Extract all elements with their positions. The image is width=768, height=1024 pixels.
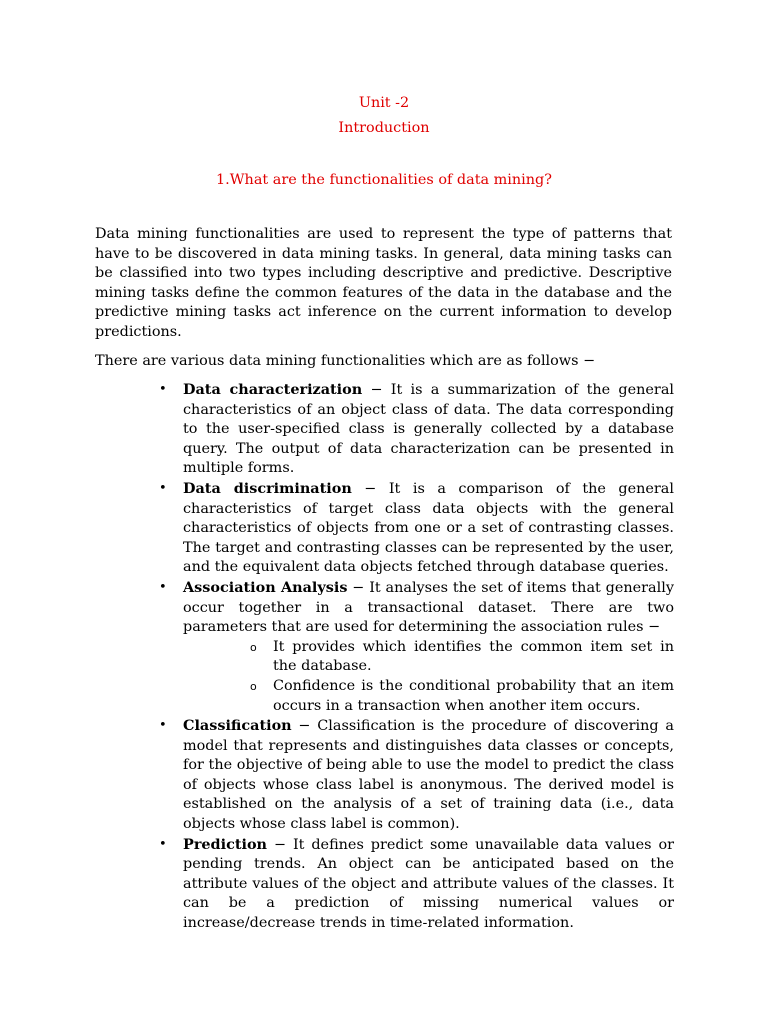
functionalities-list <box>183 380 674 934</box>
list-item <box>183 479 674 578</box>
intro-paragraph: Data mining functionalities are used to represent the type of patterns that have to be discovered in data mining tasks. In general, data mining tasks can be classified into two types including descriptive and predictive. Descriptive mining tasks define the common features of the data in the database and the predictive mining tasks act inference on the current information to develop predictions. <box>95 226 672 340</box>
item-description: − It defines predict some unavailable data values or pending trends. An object can be anticipated based on the attribute values of the object and attribute values of the classes. It can be a prediction of missing numerical values or increase/decrease trends in time-related information. <box>183 836 674 932</box>
section-title: Introduction <box>338 120 430 136</box>
item-description: − It is a comparison of the general characteristics of target class data objects with the general characteristics of objects from one or a set of contrasting classes. The target and contrasting classes can be represented by the user, and the equivalent data objects fetched through database queries. <box>183 480 674 576</box>
item-term: Classification <box>183 717 292 735</box>
item-description: − Classification is the procedure of discovering a model that represents and distinguishes data classes or concepts, for the objective of being able to use the model to predict the class of objects whose class label is anonymous. The derived model is established on the analysis of a set of training data (i.e., data objects whose class label is common). <box>183 718 674 833</box>
item-term: Data discrimination <box>183 479 352 497</box>
sub-list-item: o Confidence is the conditional probability that an item occurs in a transaction when another item occurs. <box>273 677 674 716</box>
item-term: Prediction <box>183 835 268 853</box>
list-item <box>183 578 674 716</box>
sub-list-item: o It provides which identifies the common item set in the database. <box>273 638 674 677</box>
list-lead-paragraph: There are various data mining functionalities which are as follows − <box>95 353 596 369</box>
item-term: Data characterization <box>183 381 363 398</box>
item-description: − It analyses the set of items that generally occur together in a transactional dataset. There are two parameters that are used for determining the association rules − <box>183 579 674 636</box>
list-item <box>183 716 674 835</box>
list-item <box>183 835 674 934</box>
item-description: − It is a summarization of the general characteristics of an object class of data. The data corresponding to the user-specified class is generally collected by a database query. The output of data characterization can be presented in multiple forms. <box>183 382 674 477</box>
list-item <box>183 380 674 479</box>
question-heading: 1.What are the functionalities of data mining? <box>216 172 552 188</box>
unit-heading: Unit -2 <box>358 95 410 111</box>
item-term: Association Analysis <box>183 578 348 596</box>
sub-list <box>183 638 674 716</box>
